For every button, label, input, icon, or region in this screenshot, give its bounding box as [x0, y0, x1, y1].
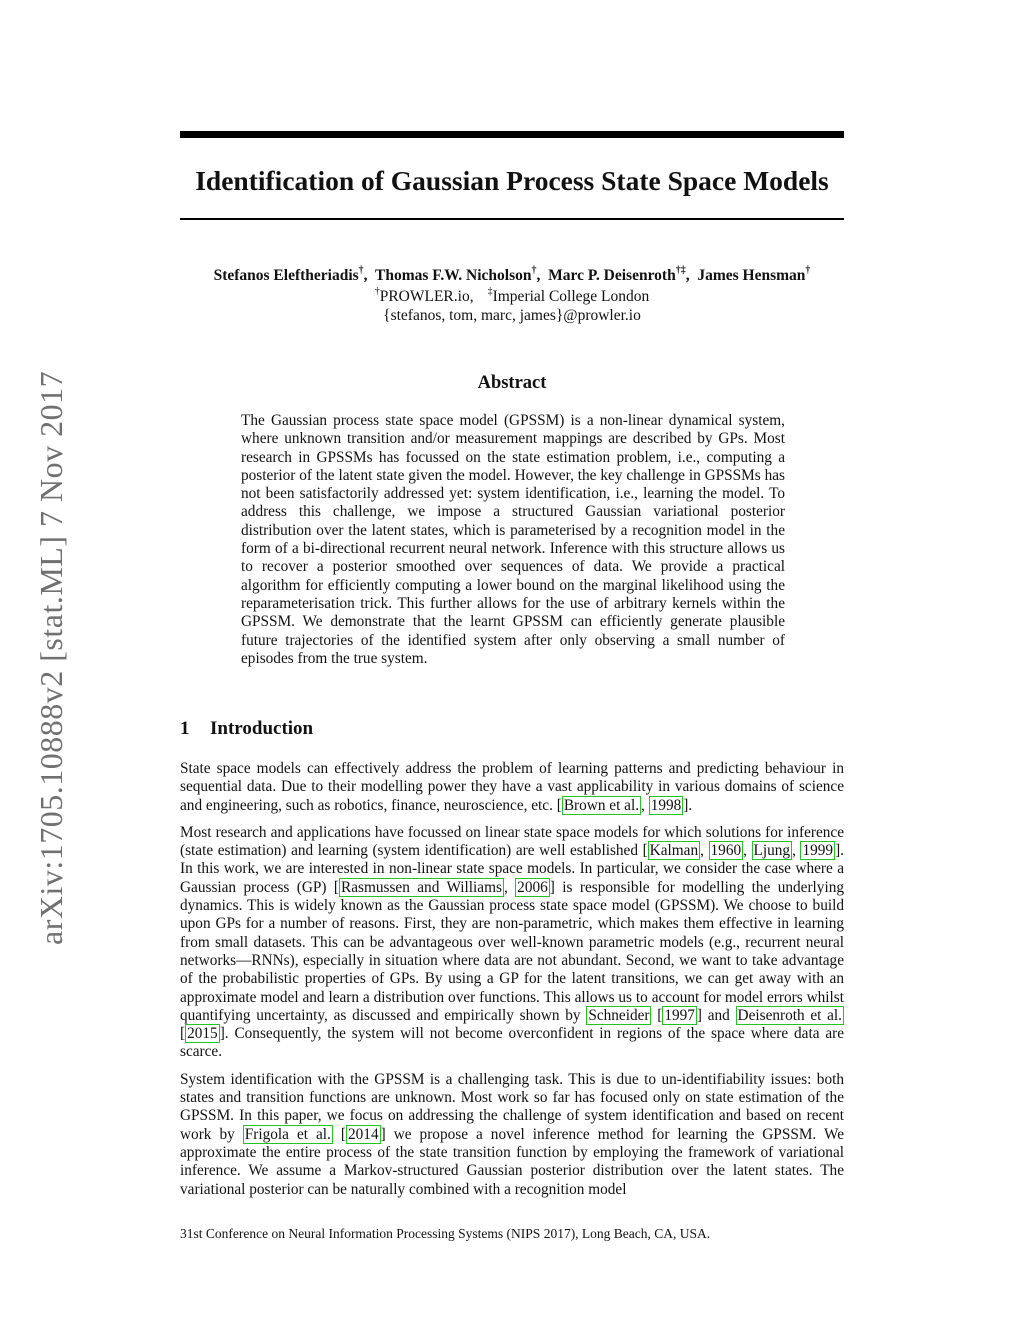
paragraph-text: ] and [696, 1006, 736, 1024]
citation-link[interactable]: Brown et al. [563, 796, 640, 814]
title-top-rule [180, 131, 844, 138]
citation-link[interactable]: Frigola et al. [244, 1125, 331, 1143]
citation-link[interactable]: Schneider [588, 1006, 650, 1024]
affiliation-name: Imperial College London [492, 288, 650, 305]
author-name: James Hensman [697, 267, 806, 284]
citation-link[interactable]: Ljung [753, 842, 791, 860]
author-mark: † [358, 264, 364, 276]
paragraph-text: ] we propose a novel inference method for learning the GPSSM. We approximate the entire process of the state transition function by employing the framework of variational inference. We assume a Markov-structured Gaussian posterior distribution over the latent states. The variational posterior can be naturally combined with a recognition model [180, 1125, 844, 1198]
paragraph-text: [ [180, 1025, 186, 1043]
paragraph [180, 760, 844, 815]
paragraph-text: ]. [683, 796, 693, 814]
paragraph-text: [ [651, 1006, 663, 1024]
paper-title: Identification of Gaussian Process State Space Models [195, 165, 829, 196]
paragraph-text: , [641, 796, 649, 814]
affiliations [180, 287, 844, 307]
author-list: Stefanos Eleftheriadis†, Thomas F.W. Nicholson†, Marc P. Deisenroth†‡, James Hensman† [213, 264, 811, 284]
section-title: Introduction [210, 718, 314, 739]
paragraph-text: System identification with the GPSSM is a challenging task. This is due to un-identifiability issues: both states and transition functions are unknown. Most work so far has focused only on state estimation of the GPSSM. In this paper, we focus on addressing the challenge of system identification and based on recent work by [180, 1070, 844, 1143]
paragraph-text: , [503, 878, 516, 896]
paragraph-text: ]. Consequently, the system will not become overconfident in regions of the space where data are scarce. [180, 1025, 844, 1061]
paragraph-text: , [792, 842, 801, 860]
section-heading [180, 717, 313, 741]
citation-link[interactable]: 2014 [348, 1125, 379, 1143]
paragraph-text: , [743, 842, 752, 860]
citation-link[interactable]: Rasmussen and Williams [341, 878, 502, 896]
citation-link[interactable]: Kalman [649, 842, 699, 860]
author-name: Stefanos Eleftheriadis [213, 267, 359, 284]
arxiv-identifier: arXiv:1705.10888v2 [stat.ML] 7 Nov 2017 [33, 370, 69, 945]
author-mark: † [805, 264, 811, 276]
author-mark: †‡ [675, 264, 686, 276]
author-name: Thomas F.W. Nicholson [375, 267, 532, 284]
affiliation-name: PROWLER.io, [379, 288, 474, 305]
paragraph [180, 1071, 844, 1199]
author-emails: {stefanos, tom, marc, james}@prowler.io [383, 307, 641, 324]
author-mark: † [531, 264, 537, 276]
affiliation-mark: ‡ [487, 285, 493, 297]
title-bottom-rule [180, 218, 844, 220]
paragraph [180, 824, 844, 1062]
paragraph-text: State space models can effectively address the problem of learning patterns and predicting behaviour in sequential data. Due to their modelling power they have a vast applicability in various domains of science and engineering, such as robotics, finance, neuroscience, etc. [ [180, 760, 844, 814]
introduction-body [180, 760, 844, 1208]
citation-link[interactable]: 1960 [710, 842, 742, 860]
section-number: 1 [180, 718, 190, 739]
citation-link[interactable]: 1997 [664, 1006, 695, 1024]
citation-link[interactable]: Deisenroth et al. [737, 1006, 842, 1024]
paragraph-text: ]. In this work, we are interested in non-linear state space models. In particular, we consider the case where a Gaussian process (GP) [ [180, 842, 844, 896]
paragraph-text: Most research and applications have focussed on linear state space models for which solutions for inference (state estimation) and learning (system identification) are well established [ [180, 823, 844, 860]
citation-link[interactable]: 2015 [187, 1025, 218, 1043]
citation-link[interactable]: 1998 [650, 796, 682, 814]
paragraph-text: , [700, 842, 709, 860]
affiliation-mark: † [374, 285, 380, 297]
paragraph-text: ] is responsible for modelling the underlying dynamics. This is widely known as the Gaussian process state space model (GPSSM). We choose to build upon GPs for a number of reasons. First, they are non-parametric, which makes them effective in learning from small datasets. This can be advantageous over well-known parametric models (e.g., recurrent neural networks—RNNs), especially in situation where data are not abundant. Second, we want to take advantage of the probabilistic properties of GPs. By using a GP for the latent transitions, we can get away with an approximate model and learn a distribution over functions. This allows us to account for model errors whilst quantifying uncertainty, as discussed and empirically shown by [180, 878, 844, 1024]
conference-footnote: 31st Conference on Neural Information Processing Systems (NIPS 2017), Long Beach, CA, USA. [180, 1226, 711, 1241]
author-name: Marc P. Deisenroth [548, 267, 676, 284]
abstract-heading: Abstract [477, 373, 547, 393]
paragraph-text: [ [332, 1125, 346, 1143]
abstract-text: The Gaussian process state space model (GPSSM) is a non-linear dynamical system, where unknown transition and/or measurement mappings are described by GPs. Most research in GPSSMs has focussed on the state estimation problem, i.e., computing a posterior of the latent state given the model. However, the key challenge in GPSSMs has not been satisfactorily addressed yet: system identification, i.e., learning the model. To address this challenge, we impose a structured Gaussian variational posterior distribution over the latent states, which is parameterised by a recognition model in the form of a bi-directional recurrent neural network. Inference with this structure allows us to recover a posterior smoothed over sequences of data. We provide a practical algorithm for efficiently computing a lower bound on the marginal likelihood using the reparameterisation trick. This further allows for the use of arbitrary kernels within the GPSSM. We demonstrate that the learnt GPSSM can efficiently generate plausible future trajectories of the identified system after only observing a small number of episodes from the true system. [241, 412, 785, 667]
citation-link[interactable]: 2006 [517, 878, 548, 896]
citation-link[interactable]: 1999 [802, 842, 834, 860]
